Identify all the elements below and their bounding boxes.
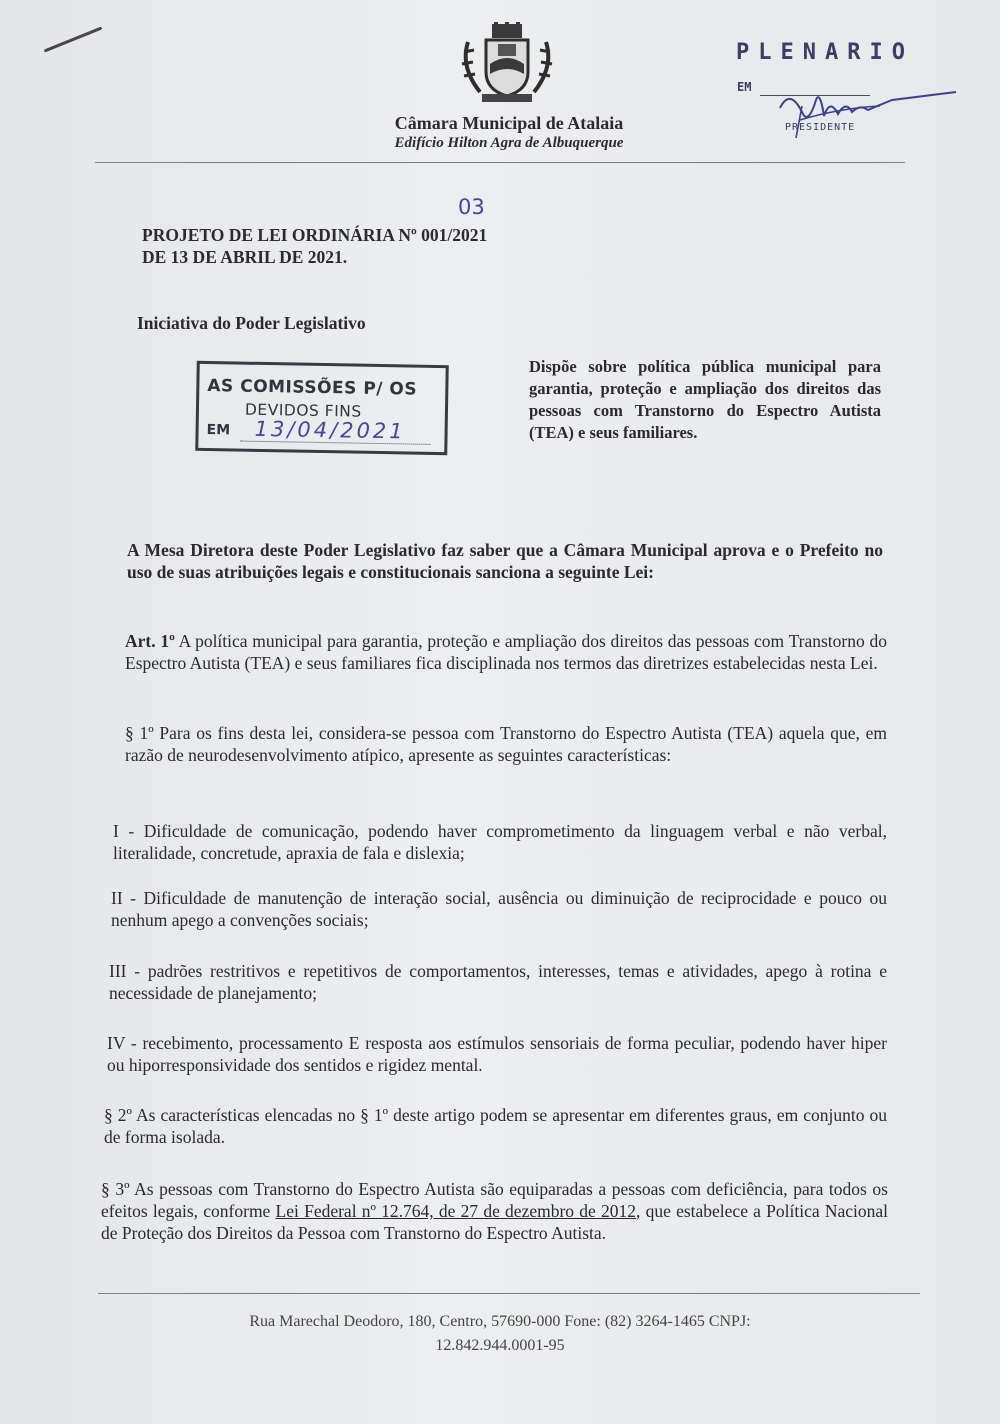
article-1 bbox=[125, 630, 887, 674]
footer bbox=[0, 1310, 1000, 1358]
paragraph-1: § 1º Para os fins desta lei, considera-se pessoa com Transtorno do Espectro Autista (TEA) aquela que, em razão de neurodesenvolvimento atípico, apresente as seguintes características: bbox=[125, 723, 887, 765]
initiative: Iniciativa do Poder Legislativo bbox=[137, 313, 366, 333]
president-signature bbox=[760, 78, 960, 148]
building-name: Edifício Hilton Agra de Albuquerque bbox=[394, 135, 624, 151]
article-1-text: A política municipal para garantia, proteção e ampliação dos direitos das pessoas com Transtorno do Espectro Autista (TEA) e seus familiares fica disciplinada nos termos das diretrizes estabelecidas nesta Lei. bbox=[125, 631, 887, 673]
article-1-label: Art. 1º bbox=[125, 631, 175, 651]
header-divider bbox=[95, 162, 905, 163]
plenario-stamp-em: EM bbox=[737, 80, 752, 94]
committee-stamp bbox=[195, 361, 449, 455]
committee-stamp-line2: DEVIDOS FINS bbox=[244, 400, 362, 421]
paragraph-3 bbox=[101, 1178, 888, 1244]
paragraph-2: § 2º As características elencadas no § 1º deste artigo podem se apresentar em diferentes graus, em conjunto ou de forma isolada. bbox=[104, 1105, 887, 1147]
footer-divider bbox=[98, 1293, 920, 1294]
handwritten-number: 03 bbox=[458, 195, 485, 219]
bill-summary: Dispõe sobre política pública municipal para garantia, proteção e ampliação dos direitos das pessoas com Transtorno do Espectro Autista (TEA) e seus familiares. bbox=[529, 357, 881, 442]
bill-title-line2: DE 13 DE ABRIL DE 2021. bbox=[142, 247, 348, 267]
bill-title bbox=[142, 224, 487, 268]
paragraph-3-text-a: § 3º As pessoas com Transtorno do Espectro Autista são equiparadas a pessoas com deficiência, para todos os efeitos legais, conforme bbox=[101, 1179, 888, 1221]
item-iv: IV - recebimento, processamento E resposta aos estímulos sensoriais de forma peculiar, podendo haver hiper ou hiporresponsividade dos sentidos e rigidez mental. bbox=[107, 1033, 887, 1075]
plenario-stamp-role: PRESIDENTE bbox=[785, 122, 856, 133]
footer-address: Rua Marechal Deodoro, 180, Centro, 57690-000 Fone: (82) 3264-1465 CNPJ: bbox=[249, 1313, 751, 1330]
item-iii: III - padrões restritivos e repetitivos de comportamentos, interesses, temas e atividades, apego à rotina e necessidade de planejamento; bbox=[109, 961, 887, 1003]
item-ii: II - Dificuldade de manutenção de interação social, ausência ou diminuição de reciprocidade e pouco ou nenhum apego a convenções sociais; bbox=[111, 888, 887, 930]
coat-of-arms-icon bbox=[458, 22, 556, 104]
enactment-clause: A Mesa Diretora deste Poder Legislativo faz saber que a Câmara Municipal aprova e o Prefeito no uso de suas atribuições legais e constitucionais sanciona a seguinte Lei: bbox=[127, 540, 883, 582]
institution-name: Câmara Municipal de Atalaia bbox=[394, 113, 624, 133]
item-i: I - Dificuldade de comunicação, podendo haver comprometimento da linguagem verbal e não verbal, literalidade, concretude, apraxia de fala e dislexia; bbox=[113, 821, 887, 863]
plenario-stamp-label: PLENARIO bbox=[736, 40, 914, 65]
pencil-mark bbox=[44, 26, 103, 52]
footer-cnpj: 12.842.944.0001-95 bbox=[435, 1337, 565, 1354]
federal-law-reference: Lei Federal nº 12.764, de 27 de dezembro de 2012 bbox=[275, 1201, 636, 1221]
paragraph-3-text-b: , que estabelece a Política Nacional de Proteção dos Direitos da Pessoa com Transtorno do Espectro Autista. bbox=[101, 1201, 888, 1243]
committee-stamp-date: 13/04/2021 bbox=[254, 416, 406, 444]
bill-title-line1: PROJETO DE LEI ORDINÁRIA Nº 001/2021 bbox=[142, 225, 488, 245]
committee-stamp-line3: EM bbox=[206, 421, 231, 439]
committee-stamp-line1: AS COMISSÕES P/ OS bbox=[207, 375, 418, 400]
